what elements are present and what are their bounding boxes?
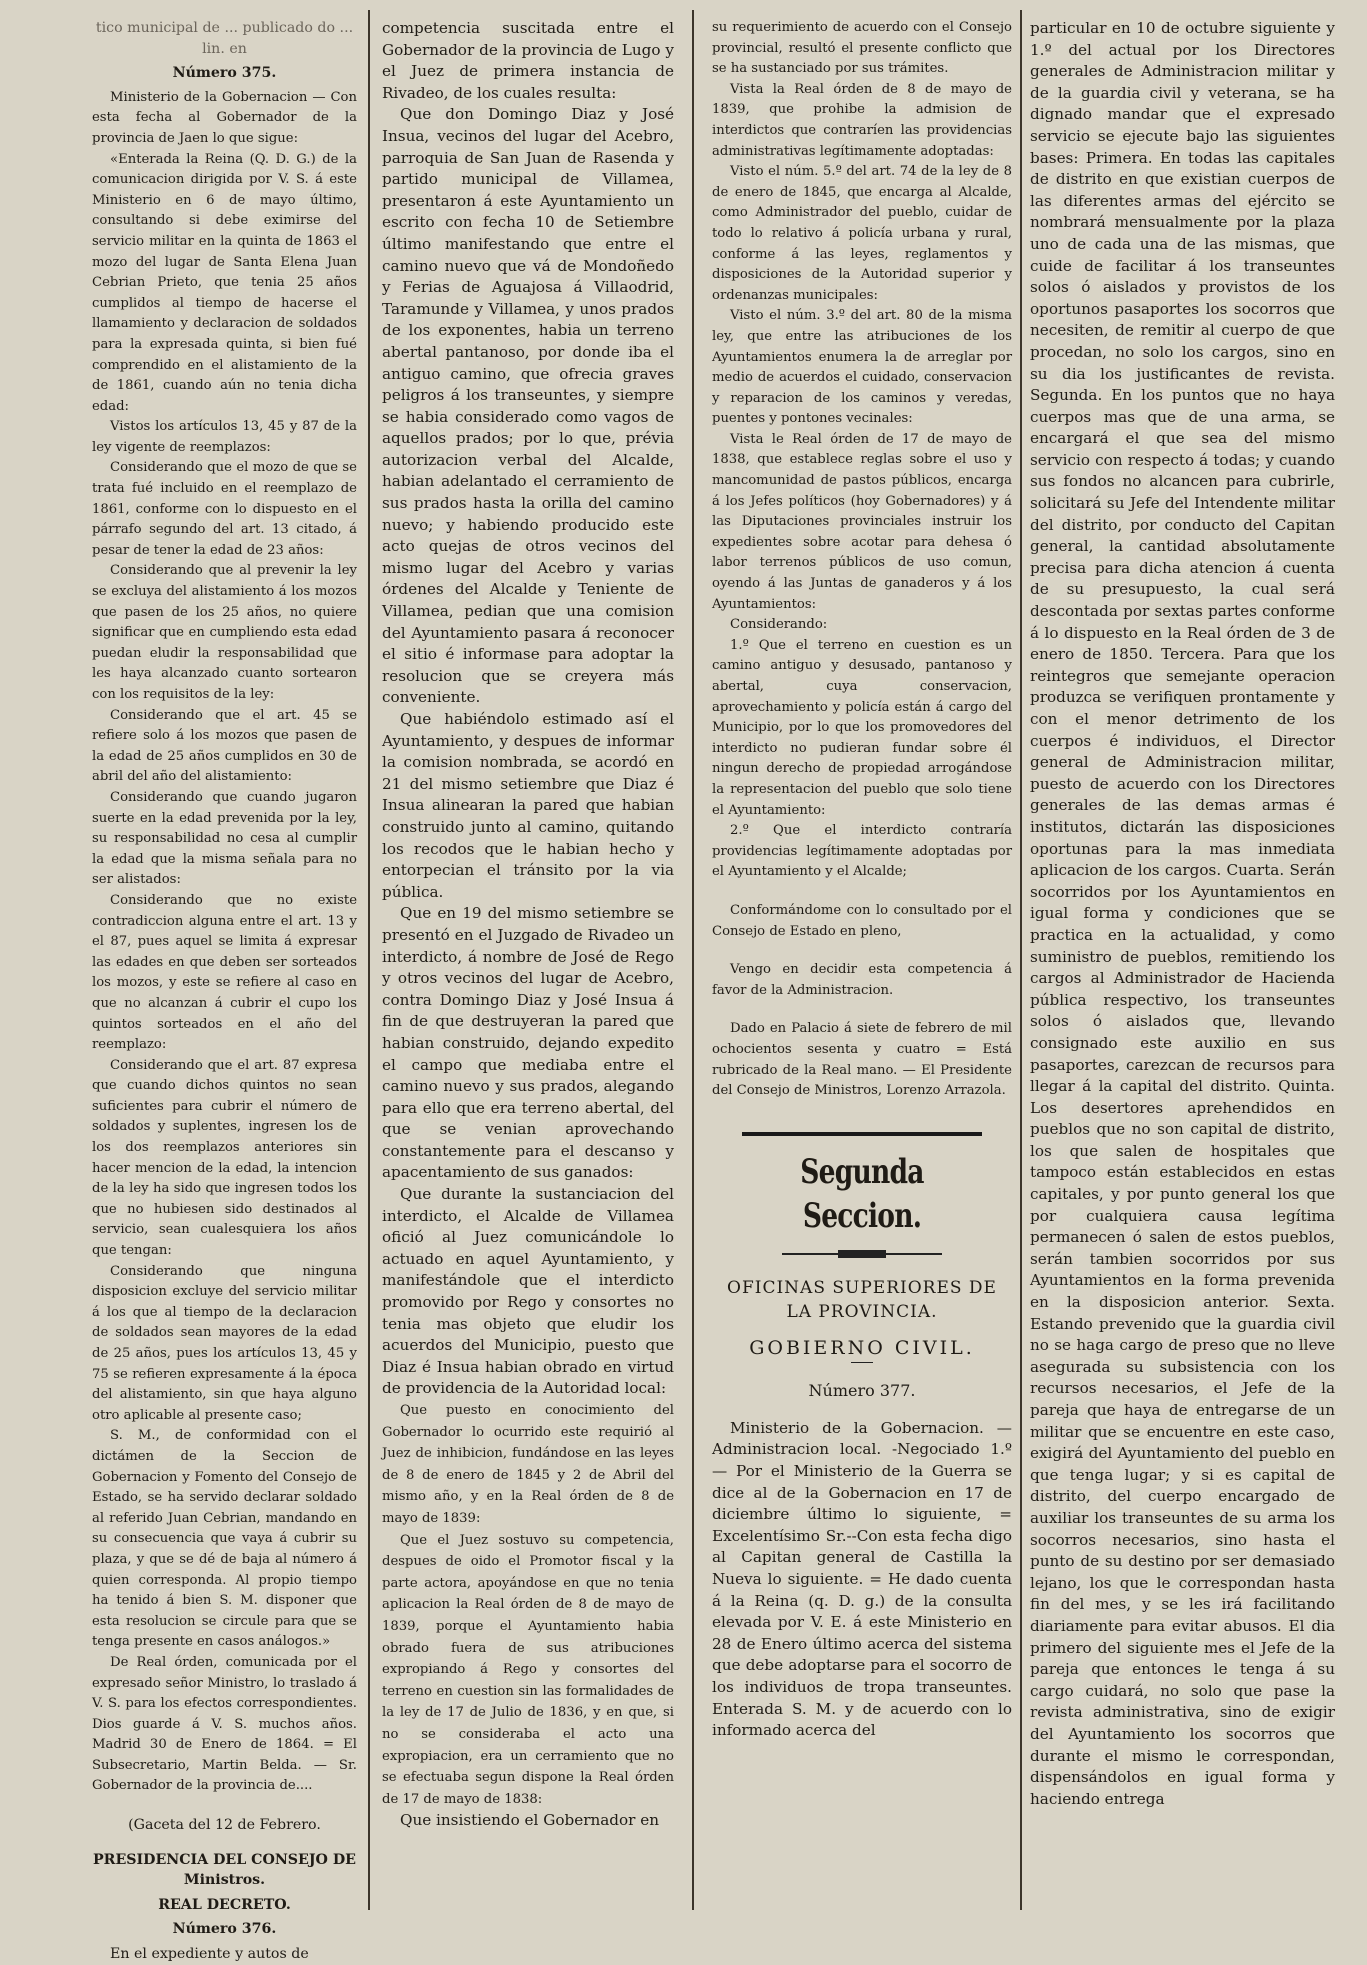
offices-heading: OFICINAS SUPERIORES DE LA PROVINCIA.: [727, 1277, 997, 1322]
article-number: Número 375.: [172, 65, 277, 82]
column-4: [1030, 18, 1335, 1908]
paragraph: En el expediente y autos de: [110, 1946, 309, 1963]
paragraph: su requerimiento de acuerdo con el Consejo provincial, resultó el presente conflicto que se ha sustanciado por sus trámites.: [712, 20, 1012, 77]
paragraph: particular en 10 de octubre siguiente y 1.º del actual por los Directores generales de Administracion militar y de la guardia civil y veterana, se ha dignado mandar que el expresado servicio se ejecute bajo las siguientes bases: Primera. En todas las capitales de distrito en que existian cuerpos de las diferentes armas del ejército se nombrará mensualmente por la plaza uno de cada una de las mismas, que cuide de facilitar á los transeuntes solos ó aislados y provistos de los oportunos pasaportes los socorros que necesiten, de remitir al cuerpo de que procedan, no solo los cargos, sino en su dia los justificantes de revista. Segunda. En los puntos que no haya cuerpos mas que de una arma, se encargará el que sea del mismo servicio con respecto á todas; y cuando sus fondos no alcancen para cubrirle, solicitará su Jefe del Intendente militar del distrito, por conducto del Capitan general, la cantidad absolutamente precisa para dicha atencion á cuenta de su presupuesto, la cual será descontada por sextas partes conforme á lo dispuesto en la Real órden de 3 de enero de 1850. Tercera. Para que los reintegros que semejante operacion produzca se verifiquen prontamente y con el menor detrimento de los cuerpos é individuos, el Director general de Administracion militar, puesto de acuerdo con los Directores generales de las demas armas é institutos, dictarán las disposiciones oportunas para la mas inmediata aplicacion de los cargos. Cuarta. Serán socorridos por los Ayuntamientos en igual forma y condiciones que se practica en la actualidad, y como suministro de pueblos, remitiendo los cargos al Administrador de Hacienda pública respectivo, los transeuntes solos ó aislados que, llevando consignado este auxilio en sus pasaportes, carezcan de recursos para llegar á la capital del distrito. Quinta. Los desertores aprehendidos en pueblos que no son capital de distrito, los que salen de hospitales que tampoco están establecidos en estas capitales, y por punto general los que por cualquiera causa legítima permanecen ó salen de estos pueblos, serán tambien socorridos por sus Ayuntamientos en la forma prevenida en la disposicion anterior. Sexta. Estando prevenido que la guardia civil no se haga cargo de preso que no lleve asegurada su subsistencia con los recursos necesarios, el Jefe de la pareja que haya de entregarse de un militar que se encuentre en este caso, exigirá del Ayuntamiento del pueblo en que tenga lugar; y si es capital de distrito, del cuerpo encargado de auxiliar los transeuntes de su arma los socorros necesarios, sino hasta el punto de su destino por ser demasiado lejano, los que le correspondan hasta fin del mes, y se les irá facilitando diariamente para evitar abusos. El dia primero del siguiente mes el Jefe de la pareja que entonces le tenga á su cargo cuidará, no solo que pase la revista administrativa, sino de exigir del Ayuntamiento los socorros que durante el mismo le correspondan, dispensándolos en igual forma y haciendo entrega: [1030, 19, 1335, 1808]
paragraph: Que don Domingo Diaz y José Insua, vecinos del lugar del Acebro, parroquia de San Juan de Rasenda y partido municipal de Villamea, presentaron á este Ayuntamiento un escrito con fecha 10 de Setiembre último manifestando que entre el camino nuevo que vá de Mondoñedo y Ferias de Aguajosa á Villaodrid, Taramunde y Villamea, y unos prados de los exponentes, habia un terreno abertal pantanoso, por donde iba el antiguo camino, que ofrecia graves peligros á los transeuntes, y siempre se habia considerado como vagos de aquellos prados; por lo que, prévia autorizacion verbal del Alcalde, habian adelantado el cerramiento de sus prados hasta la orilla del camino nuevo; y habiendo producido este acto quejas de otros vecinos del mismo lugar del Acebro y varias órdenes del Alcalde y Teniente de Villamea, pedian que una comision del Ayuntamiento pasara á reconocer el sitio é informase para adoptar la resolucion que se creyera más conveniente.: [382, 105, 674, 707]
article-number: Número 376.: [172, 1921, 277, 1938]
column-rule: [368, 10, 370, 1910]
decree-heading: REAL DECRETO.: [158, 1896, 291, 1913]
paragraph: Dado en Palacio á siete de febrero de mil ochocientos sesenta y cuatro = Está rubricado de la Real mano. — El Presidente del Consejo de Ministros, Lorenzo Arrazola.: [712, 1021, 1012, 1099]
paragraph: Vista la Real órden de 8 de mayo de 1839, que prohibe la admision de interdictos que contraríen las providencias administrativas legítimamente adoptadas:: [712, 81, 1012, 159]
paragraph: Vengo en decidir esta competencia á favor de la Administracion.: [712, 962, 1012, 998]
paragraph: Que insistiendo el Gobernador en: [400, 1811, 660, 1830]
gobierno-heading: GOBIERNO CIVIL.: [749, 1336, 975, 1359]
paragraph: S. M., de conformidad con el dictámen de la Seccion de Gobernacion y Fomento del Consejo de Estado, se ha servido declarar soldado al referido Juan Cebrian, mandando en su consecuencia que vaya á cubrir su plaza, y que se dé de baja al número á quien corresponda. Al propio tiempo ha tenido á bien S. M. disponer que esta resolucion se circule para que se tenga presente en casos análogos.»: [92, 1428, 357, 1650]
paragraph: Que el Juez sostuvo su competencia, despues de oido el Promotor fiscal y la parte actora, apoyándose en que no tenia aplicacion la Real órden de 8 de mayo de 1839, porque el Ayuntamiento habia obrado fuera de sus atribuciones expropiando á Rego y consortes del terreno en cuestion sin las formalidades de la ley de 17 de Julio de 1836, y en que, si no se consideraba el acto una expropiacion, era un cerramiento que no se efectuaba segun dispone la Real órden de 17 de mayo de 1838:: [382, 1532, 674, 1807]
section-title: Segunda Seccion.: [800, 1151, 924, 1236]
paragraph: Considerando que ninguna disposicion excluye del servicio militar á los que al tiempo de la declaracion de soldados sean mayores de la edad de 25 años, pues los artículos 13, 45 y 75 se refieren expresamente á la época del alistamiento, sin que haya alguno otro aplicable al presente caso;: [92, 1263, 357, 1423]
article-number: Número 377.: [808, 1381, 916, 1401]
paragraph: Considerando que al prevenir la ley se excluya del alistamiento á los mozos que pasen de los 25 años, no quiere significar que en cumpliendo esta edad puedan eludir la responsabilidad que les haya alcanzado cuanto sortearon con los requisitos de la ley:: [92, 563, 357, 702]
paragraph: Que durante la sustanciacion del interdicto, el Alcalde de Villamea ofició al Juez comunicándole lo actuado en aquel Ayuntamiento, y manifestándole que el interdicto promovido por Rego y consortes no tenia mas objeto que eludir los acuerdos del Municipio, puesto que Diaz é Insua habian obrado en virtud de providencia de la Autoridad local:: [382, 1185, 674, 1398]
paragraph: Visto el núm. 5.º del art. 74 de la ley de 8 de enero de 1845, que encarga al Alcalde, como Administrador del pueblo, cuidar de todo lo relativo á policía urbana y rural, conforme á las leyes, reglamentos y disposiciones de la Autoridad superior y ordenanzas municipales:: [712, 164, 1012, 303]
paragraph: Ministerio de la Gobernacion. — Administracion local. -Negociado 1.º — Por el Ministerio de la Guerra se dice al de la Gobernacion en 17 de diciembre último lo siguiente, = Excelentísimo Sr.--Con esta fecha digo al Capitan general de Castilla la Nueva lo siguiente. = He dado cuenta á la Reina (q. D. g.) de la consulta elevada por V. E. á este Ministerio en 28 de Enero último acerca del sistema que debe adoptarse para el socorro de los individuos de tropa transeuntes. Enterada S. M. y de acuerdo con lo informado acerca del: [712, 1418, 1012, 1740]
paragraph: competencia suscitada entre el Gobernador de la provincia de Lugo y el Juez de primera instancia de Rivadeo, de los cuales resulta:: [382, 19, 674, 102]
paragraph: Vista le Real órden de 17 de mayo de 1838, que establece reglas sobre el uso y mancomunidad de pastos públicos, encarga á los Jefes políticos (hoy Gobernadores) y á las Diputaciones provinciales instruir los expedientes sobre acotar para dehesa ó labor terrenos públicos de uso comun, oyendo á las Juntas de ganaderos y á los Ayuntamientos:: [712, 431, 1012, 612]
paragraph: «Enterada la Reina (Q. D. G.) de la comunicacion dirigida por V. S. á este Ministerio en 6 de mayo último, consultando si debe eximirse del servicio militar en la quinta de 1863 el mozo del lugar de Santa Elena Juan Cebrian Prieto, que tenia 25 años cumplidos al tiempo de hacerse el llamamiento y declaracion de soldados para la expresada quinta, si bien fué comprendido en el alistamiento de la de 1861, cuando aún no tenia dicha edad:: [92, 151, 357, 414]
section-heading: PRESIDENCIA DEL CONSEJO DE Ministros.: [93, 1851, 356, 1889]
paragraph: 2.º Que el interdicto contraría providencias legítimamente adoptadas por el Ayuntamiento y el Alcalde;: [712, 823, 1012, 880]
paragraph: Considerando que el art. 87 expresa que cuando dichos quintos no sean suficientes para cubrir el número de soldados y suplentes, ingresen los de los dos reemplazos anteriores sin hacer mencion de la edad, la intencion de la ley ha sido que ingresen todos los que no hubiesen sido destinados al servicio, sean cualesquiera los años que tengan:: [92, 1057, 357, 1259]
paragraph: Conformándome con lo consultado por el Consejo de Estado en pleno,: [712, 902, 1012, 939]
paragraph: Que puesto en conocimiento del Gobernador lo ocurrido este requirió al Juez de inhibicion, fundándose en las leyes de 8 de enero de 1845 y 2 de Abril del mismo año, y en la Real órden de 8 de mayo de 1839:: [382, 1403, 674, 1526]
gazette-reference: (Gaceta del 12 de Febrero.: [128, 1817, 321, 1834]
paragraph: Que en 19 del mismo setiembre se presentó en el Juzgado de Rivadeo un interdicto, á nombre de José de Rego y otros vecinos del lugar de Acebro, contra Domingo Diaz y José Insua á fin de que destruyeran la pared que habian construido, dejando expedito el campo que mediaba entre el camino nuevo y sus prados, alegando para ello que era terreno abertal, del que se venian aprovechando constantemente para el descanso y apacentamiento de sus ganados:: [382, 904, 674, 1182]
paragraph: Considerando que no existe contradiccion alguna entre el art. 13 y el 87, pues aquel se limita á expresar las edades en que deben ser sorteados los mozos, y este se refiere al caso en que no alcanzan á cubrir el cupo los quintos sorteados en el año del reemplazo:: [92, 892, 357, 1053]
faded-header: tico municipal de ... publicado do ... lin. en: [95, 20, 354, 57]
paragraph: Considerando:: [730, 617, 828, 633]
paragraph: Visto el núm. 3.º del art. 80 de la misma ley, que entre las atribuciones de los Ayuntamientos enumera la de arreglar por medio de acuerdos el cuidado, conservacion y reparacion de los caminos y veredas, puentes y pontones vecinales:: [712, 308, 1012, 427]
paragraph: 1.º Que el terreno en cuestion es un camino antiguo y desusado, pantanoso y abertal, cuya conservacion, aprovechamiento y policía están á cargo del Municipio, por lo que los promovedores del interdicto no pudieran fundar sobre él ningun derecho de propiedad arrogándose la representacion del pueblo que solo tiene el Ayuntamiento:: [712, 637, 1012, 818]
short-rule: [851, 1362, 873, 1363]
column-rule: [1020, 10, 1022, 1910]
paragraph: Considerando que el art. 45 se refiere solo á los mozos que pasen de la edad de 25 años cumplidos en 30 de abril del año del alistamiento:: [92, 707, 357, 785]
paragraph: Considerando que el mozo de que se trata fué incluido en el reemplazo de 1861, conforme con lo dispuesto en el párrafo segundo del art. 13 citado, á pesar de tener la edad de 23 años:: [92, 460, 357, 558]
paragraph: Vistos los artículos 13, 45 y 87 de la ley vigente de reemplazos:: [92, 419, 357, 455]
column-rule: [692, 10, 694, 1910]
column-3: [712, 18, 1012, 1908]
paragraph: De Real órden, comunicada por el expresado señor Ministro, lo traslado á V. S. para los efectos correspondientes. Dios guarde á V. S. muchos años. Madrid 30 de Enero de 1864. = El Subsecretario, Martin Belda. — Sr. Gobernador de la provincia de....: [92, 1654, 357, 1794]
paragraph: Ministerio de la Gobernacion — Con esta fecha al Gobernador de la provincia de Jaen lo que sigue:: [92, 89, 357, 146]
ornament-rule: [782, 1248, 942, 1260]
section-divider: [742, 1132, 982, 1136]
column-1: [92, 18, 357, 1963]
column-2: [382, 18, 674, 1908]
paragraph: Que habiéndolo estimado así el Ayuntamiento, y despues de informar la comision nombrada, se acordó en 21 del mismo setiembre que Diaz é Insua alinearan la pared que habian construido junto al camino, quitando los recodos que le habian hecho y entorpecian el tránsito por la via pública.: [382, 710, 674, 901]
paragraph: Considerando que cuando jugaron suerte en la edad prevenida por la ley, su responsabilidad no cesa al cumplir la edad que la misma señala para no ser alistados:: [92, 789, 357, 888]
